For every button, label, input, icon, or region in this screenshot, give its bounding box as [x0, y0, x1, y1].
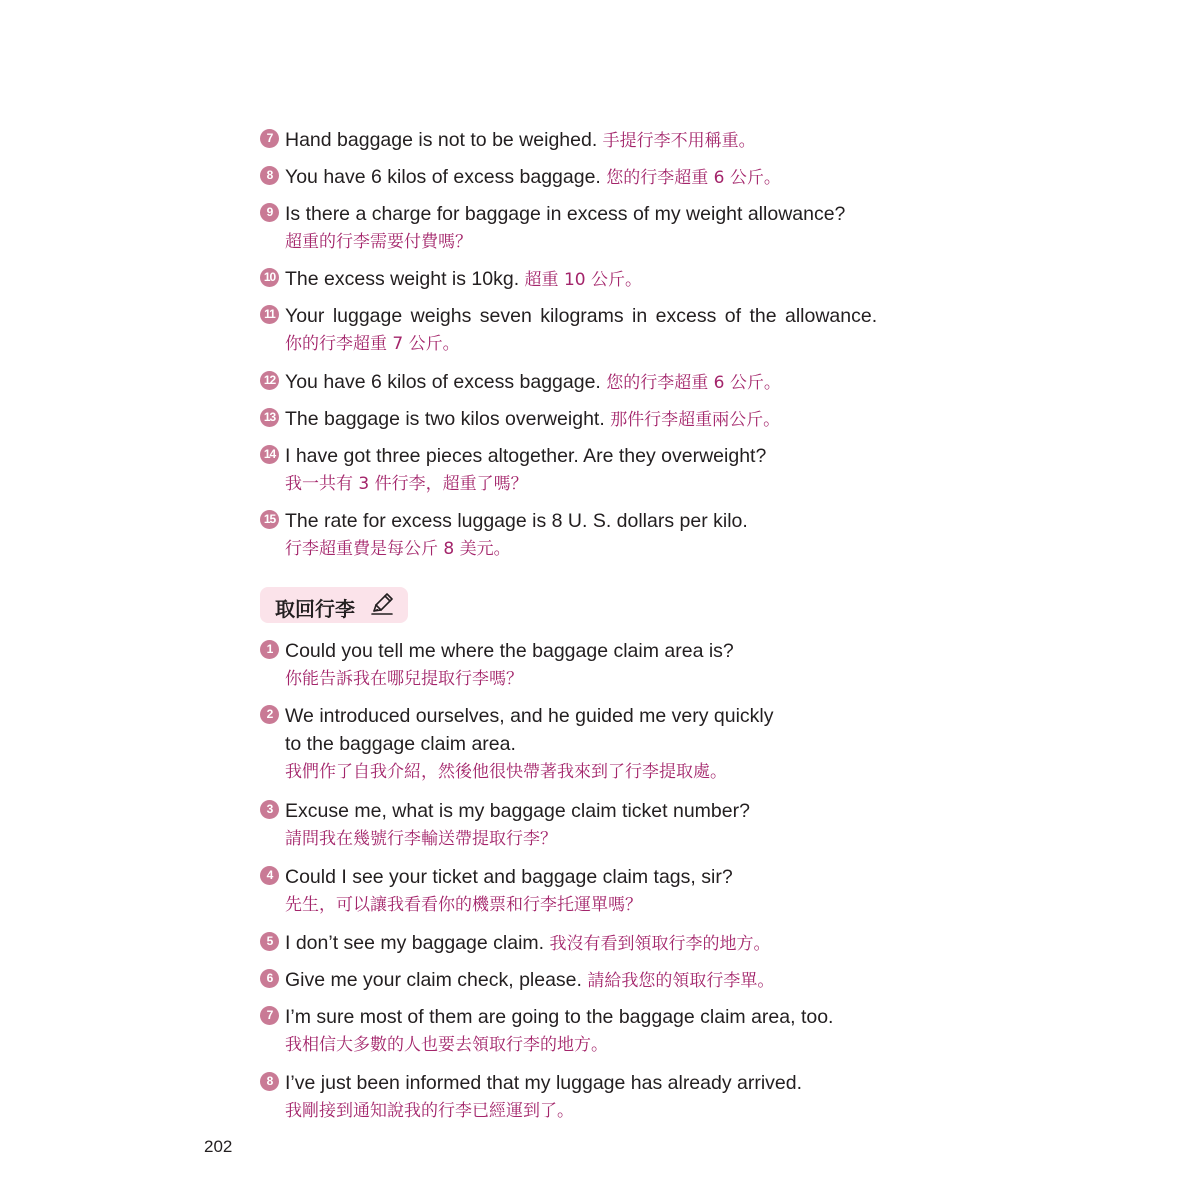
- number-badge: 9: [260, 203, 279, 222]
- chinese-text: 你的行李超重 7 公斤。: [285, 334, 460, 354]
- phrase-entry-8b: [260, 1069, 920, 1125]
- phrase-entry-13: [260, 405, 920, 434]
- chinese-text: 我沒有看到領取行李的地方。: [549, 934, 771, 954]
- english-text: The rate for excess luggage is 8 U. S. dollars per kilo.: [285, 510, 748, 532]
- english-text: Could you tell me where the baggage claim area is?: [285, 640, 734, 662]
- english-text: We introduced ourselves, and he guided me very quickly: [285, 705, 774, 727]
- english-text: Excuse me, what is my baggage claim ticket number?: [285, 800, 750, 822]
- number-badge: 3: [260, 800, 279, 819]
- english-text: You have 6 kilos of excess baggage.: [285, 371, 601, 393]
- page-number: 202: [204, 1137, 233, 1156]
- number-badge: 7: [260, 1006, 279, 1025]
- phrase-entry-11: [260, 302, 920, 358]
- phrase-entry-5: [260, 929, 920, 958]
- chinese-text: 請問我在幾號行李輸送帶提取行李？: [285, 829, 557, 849]
- english-text: I have got three pieces altogether. Are they overweight?: [285, 445, 767, 467]
- number-badge: 11: [260, 305, 279, 324]
- phrase-entry-2: [260, 702, 920, 786]
- chinese-text: 超重 10 公斤。: [524, 270, 642, 290]
- phrase-line: [285, 126, 920, 155]
- phrase-entry-7b: [260, 1003, 920, 1059]
- chinese-text: 那件行李超重兩公斤。: [610, 410, 781, 430]
- chinese-text: 請給我您的領取行李單。: [587, 971, 775, 991]
- phrase-line: [285, 929, 920, 958]
- phrase-entry-1: [260, 637, 920, 693]
- number-badge: 2: [260, 705, 279, 724]
- phrase-line: [285, 405, 920, 434]
- number-badge: 8: [260, 166, 279, 185]
- chinese-text: 我剛接到通知說我的行李已經運到了。: [285, 1101, 574, 1121]
- number-badge: 4: [260, 866, 279, 885]
- number-badge: 8: [260, 1072, 279, 1091]
- section-title: 取回行李: [275, 597, 355, 621]
- number-badge: 6: [260, 969, 279, 988]
- number-badge: 13: [260, 408, 279, 427]
- pencil-icon: [368, 590, 396, 618]
- number-badge: 14: [260, 445, 279, 464]
- english-text: Is there a charge for baggage in excess of my weight allowance?: [285, 203, 846, 225]
- phrase-line: [285, 966, 920, 995]
- chinese-text: 您的行李超重 6 公斤。: [606, 373, 781, 393]
- chinese-text: 超重的行李需要付費嗎？: [285, 232, 472, 252]
- phrase-line: [285, 368, 920, 397]
- chinese-text: 手提行李不用稱重。: [602, 131, 756, 151]
- phrase-entry-6: [260, 966, 920, 995]
- chinese-text: 您的行李超重 6 公斤。: [606, 168, 781, 188]
- phrase-line: [285, 265, 920, 294]
- section-header: [260, 587, 408, 623]
- english-text: Could I see your ticket and baggage claim tags, sir?: [285, 866, 733, 888]
- phrase-entry-4: [260, 863, 920, 919]
- phrase-entry-15: [260, 507, 920, 563]
- phrase-entry-14: [260, 442, 920, 498]
- number-badge: 1: [260, 640, 279, 659]
- english-text-continued: to the baggage claim area.: [285, 733, 516, 755]
- number-badge: 15: [260, 510, 279, 529]
- number-badge: 12: [260, 371, 279, 390]
- phrase-entry-10: [260, 265, 920, 294]
- phrase-line: [285, 163, 920, 192]
- english-text: Hand baggage is not to be weighed.: [285, 129, 598, 151]
- number-badge: 7: [260, 129, 279, 148]
- english-text: You have 6 kilos of excess baggage.: [285, 166, 601, 188]
- phrase-entry-12: [260, 368, 920, 397]
- english-text: I’m sure most of them are going to the baggage claim area, too.: [285, 1006, 834, 1028]
- number-badge: 10: [260, 268, 279, 287]
- chinese-text: 我一共有 3 件行李，超重了嗎？: [285, 474, 528, 494]
- phrase-entry-7: [260, 126, 920, 155]
- english-text: I don’t see my baggage claim.: [285, 932, 545, 954]
- english-text: Give me your claim check, please.: [285, 969, 582, 991]
- chinese-text: 你能告訴我在哪兒提取行李嗎？: [285, 669, 523, 689]
- chinese-text: 行李超重費是每公斤 8 美元。: [285, 539, 511, 559]
- phrase-entry-8: [260, 163, 920, 192]
- phrase-entry-9: [260, 200, 920, 256]
- english-text: I’ve just been informed that my luggage has already arrived.: [285, 1072, 803, 1094]
- number-badge: 5: [260, 932, 279, 951]
- english-text: The baggage is two kilos overweight.: [285, 408, 605, 430]
- english-text: Your luggage weighs seven kilograms in excess of the allowance.: [285, 305, 878, 327]
- phrase-entry-3: [260, 797, 920, 853]
- chinese-text: 我相信大多數的人也要去領取行李的地方。: [285, 1035, 608, 1055]
- english-text: The excess weight is 10kg.: [285, 268, 520, 290]
- chinese-text: 我們作了自我介紹，然後他很快帶著我來到了行李提取處。: [285, 762, 727, 782]
- chinese-text: 先生，可以讓我看看你的機票和行李托運單嗎？: [285, 895, 642, 915]
